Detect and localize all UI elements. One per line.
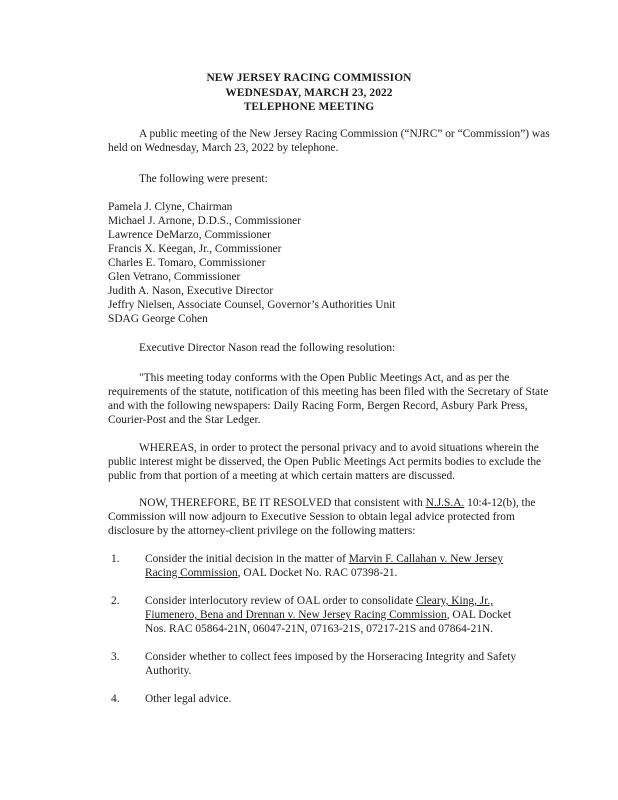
item-number: 1. [111,553,120,565]
statute-citation: N.J.S.A. [425,497,465,509]
resolution-para3-line-2: Commission will now adjourn to Executive Session to obtain legal advice protected from [108,511,515,523]
resolution-intro: Executive Director Nason read the following resolution: [139,342,396,354]
list-item-2-line-2 [145,608,511,622]
attendee-item: Charles E. Tomaro, Commissioner [108,257,266,269]
title-date: WEDNESDAY, MARCH 23, 2022 [225,87,393,99]
attendee-item: Jeffry Nielsen, Associate Counsel, Governor’s Authorities Unit [108,299,396,311]
case-name: Marvin F. Callahan v. New Jersey [348,553,504,565]
resolved-text: NOW, THEREFORE, BE IT RESOLVED that consistent with [139,497,426,509]
resolution-para2-line-2: public interest might be disserved, the Open Public Meetings Act permits bodies to exclude the [108,456,542,468]
attendee-item: SDAG George Cohen [108,313,208,325]
present-heading: The following were present: [139,173,268,185]
intro-line-2: held on Wednesday, March 23, 2022 by telephone. [108,142,339,154]
resolution-para1-line-4: Courier-Post and the Star Ledger. [108,414,261,426]
item-text: Consider the initial decision in the matter of [145,553,349,565]
attendee-item: Judith A. Nason, Executive Director [108,285,274,297]
item-text: Consider interlocutory review of OAL order to consolidate [145,595,416,607]
attendee-item: Glen Vetrano, Commissioner [108,271,241,283]
list-item-1-line-1 [145,552,503,566]
resolution-para1-line-2: requirements of the statute, notification of this meeting has been filed with the Secretary of State [108,386,549,398]
case-name: Cleary, King, Jr., [415,595,494,607]
docket-label: , OAL Docket [446,609,512,621]
list-item-1-line-2 [145,566,397,580]
list-item-2-line-3: Nos. RAC 05864-21N, 06047-21N, 07163-21S, 07217-21S and 07864-21N. [145,623,494,635]
title-meeting-type: TELEPHONE MEETING [243,101,375,113]
list-item-3-line-1: Consider whether to collect fees imposed by the Horseracing Integrity and Safety [145,651,517,663]
item-number: 2. [111,595,120,607]
title-commission: NEW JERSEY RACING COMMISSION [206,72,412,84]
case-name-cont: Racing Commission [145,567,238,579]
resolution-para1-line-1: "This meeting today conforms with the Open Public Meetings Act, and as per the [139,372,510,384]
resolution-para3-line-1 [139,496,535,510]
resolution-para1-line-3: and with the following newspapers: Daily Racing Form, Bergen Record, Asbury Park Press, [108,400,528,412]
case-name-cont: Fiumenero, Bena and Drennan v. New Jersey Racing Commission [145,609,447,621]
resolution-para2-line-1: WHEREAS, in order to protect the personal privacy and to avoid situations wherein the [139,442,539,454]
list-item-2-line-1 [145,594,493,608]
resolution-para3-line-3: disclosure by the attorney-client privilege on the following matters: [108,525,416,537]
item-number: 4. [111,693,120,705]
docket-number: , OAL Docket No. RAC 07398-21. [237,567,398,579]
intro-line-1: A public meeting of the New Jersey Racing Commission (“NJRC” or “Commission”) was [139,128,550,140]
list-item-4-line-1: Other legal advice. [145,693,232,705]
attendee-item: Pamela J. Clyne, Chairman [108,201,233,213]
attendee-item: Michael J. Arnone, D.D.S., Commissioner [108,215,301,227]
attendee-item: Francis X. Keegan, Jr., Commissioner [108,243,282,255]
attendee-item: Lawrence DeMarzo, Commissioner [108,229,271,241]
item-number: 3. [111,651,120,663]
resolved-text-tail: 10:4-12(b), the [464,497,536,509]
list-item-3-line-2: Authority. [145,665,192,677]
resolution-para2-line-3: public from that portion of a meeting at which certain matters are discussed. [108,470,455,482]
